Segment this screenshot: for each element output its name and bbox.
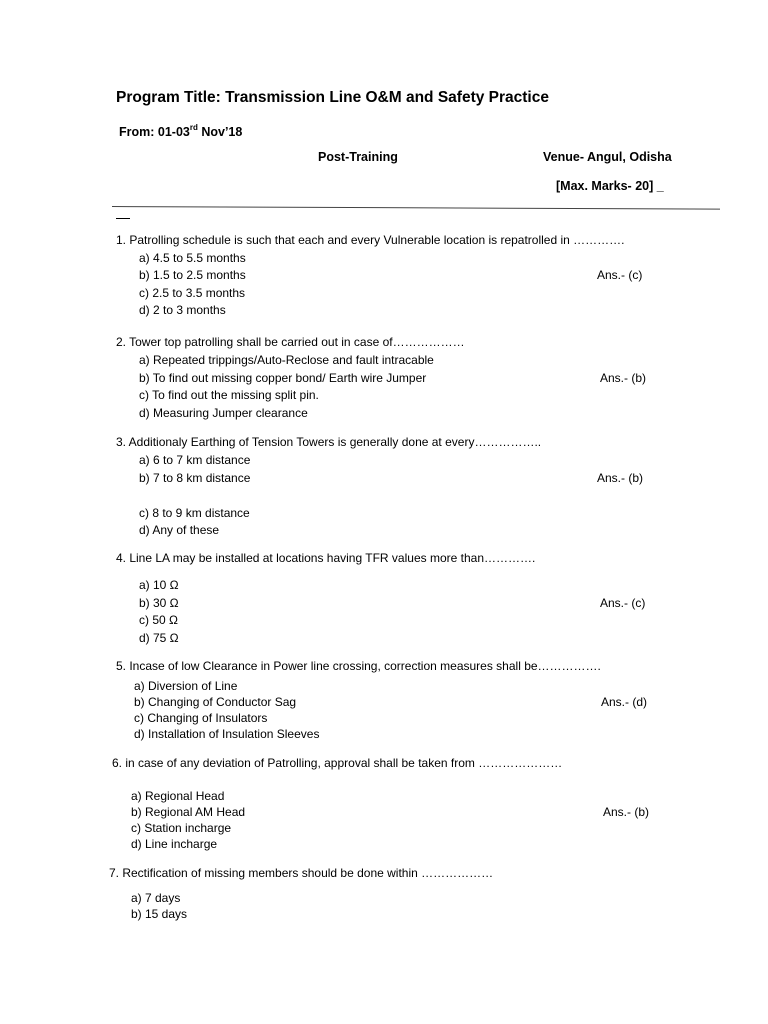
answer-key: Ans.- (c) — [600, 596, 646, 610]
date-range-prefix: From: 01-03 — [119, 125, 190, 139]
post-training-label: Post-Training — [318, 150, 398, 164]
question-option: a) Diversion of Line — [134, 679, 238, 693]
answer-key: Ans.- (b) — [603, 805, 650, 819]
question-option: c) Changing of Insulators — [134, 711, 268, 725]
date-range — [119, 123, 242, 139]
question-option: a) 6 to 7 km distance — [139, 453, 251, 467]
max-marks-label: [Max. Marks- 20] _ — [556, 179, 664, 193]
question-option: b) 1.5 to 2.5 months — [139, 268, 246, 282]
question-option: d) Line incharge — [131, 837, 218, 851]
venue-label: Venue- Angul, Odisha — [543, 150, 672, 164]
question-option: a) 4.5 to 5.5 months — [139, 251, 246, 265]
question-option: b) Changing of Conductor Sag — [134, 695, 297, 709]
question-option: a) 10 Ω — [139, 578, 179, 592]
question-option: b) 30 Ω — [139, 596, 179, 610]
answer-key: Ans.- (b) — [597, 471, 644, 485]
date-range-suffix: Nov’18 — [197, 125, 243, 139]
question-option: d) Installation of Insulation Sleeves — [134, 727, 320, 741]
question-option: b) 7 to 8 km distance — [139, 471, 251, 485]
question-option: a) 7 days — [131, 891, 181, 905]
question-text: 5. Incase of low Clearance in Power line crossing, correction measures shall be……………. — [116, 659, 601, 673]
question-option: a) Regional Head — [131, 789, 225, 803]
short-dash — [116, 218, 130, 219]
question-option: c) Station incharge — [131, 821, 232, 835]
question-option: c) 8 to 9 km distance — [139, 506, 250, 520]
question-text: 4. Line LA may be installed at locations having TFR values more than…………. — [116, 551, 536, 565]
question-text: 3. Additionaly Earthing of Tension Towers is generally done at every…………….. — [116, 435, 542, 449]
answer-key: Ans.- (b) — [600, 371, 647, 385]
question-text: 7. Rectification of missing members should be done within ……………… — [109, 866, 494, 880]
question-option: d) Any of these — [139, 523, 220, 537]
question-option: d) 2 to 3 months — [139, 303, 226, 317]
program-title: Program Title: Transmission Line O&M and Safety Practice — [116, 89, 549, 106]
question-option: a) Repeated trippings/Auto-Reclose and fault intracable — [139, 353, 434, 367]
header-divider — [112, 206, 720, 210]
question-option: b) Regional AM Head — [131, 805, 246, 819]
question-text: 2. Tower top patrolling shall be carried out in case of……………… — [116, 335, 465, 349]
question-text: 6. in case of any deviation of Patrolling, approval shall be taken from ………………… — [112, 756, 563, 770]
question-option: c) 2.5 to 3.5 months — [139, 286, 246, 300]
question-option: d) 75 Ω — [139, 631, 179, 645]
question-option: b) To find out missing copper bond/ Earth wire Jumper — [139, 371, 427, 385]
date-range-suffix-ordinal: rd — [189, 123, 198, 132]
question-option: c) To find out the missing split pin. — [139, 388, 319, 402]
question-option: d) Measuring Jumper clearance — [139, 406, 308, 420]
answer-key: Ans.- (c) — [597, 268, 643, 282]
question-text: 1. Patrolling schedule is such that each and every Vulnerable location is repatrolled in …………. — [116, 233, 625, 247]
answer-key: Ans.- (d) — [601, 695, 648, 709]
question-option: b) 15 days — [131, 907, 188, 921]
question-option: c) 50 Ω — [139, 613, 178, 627]
